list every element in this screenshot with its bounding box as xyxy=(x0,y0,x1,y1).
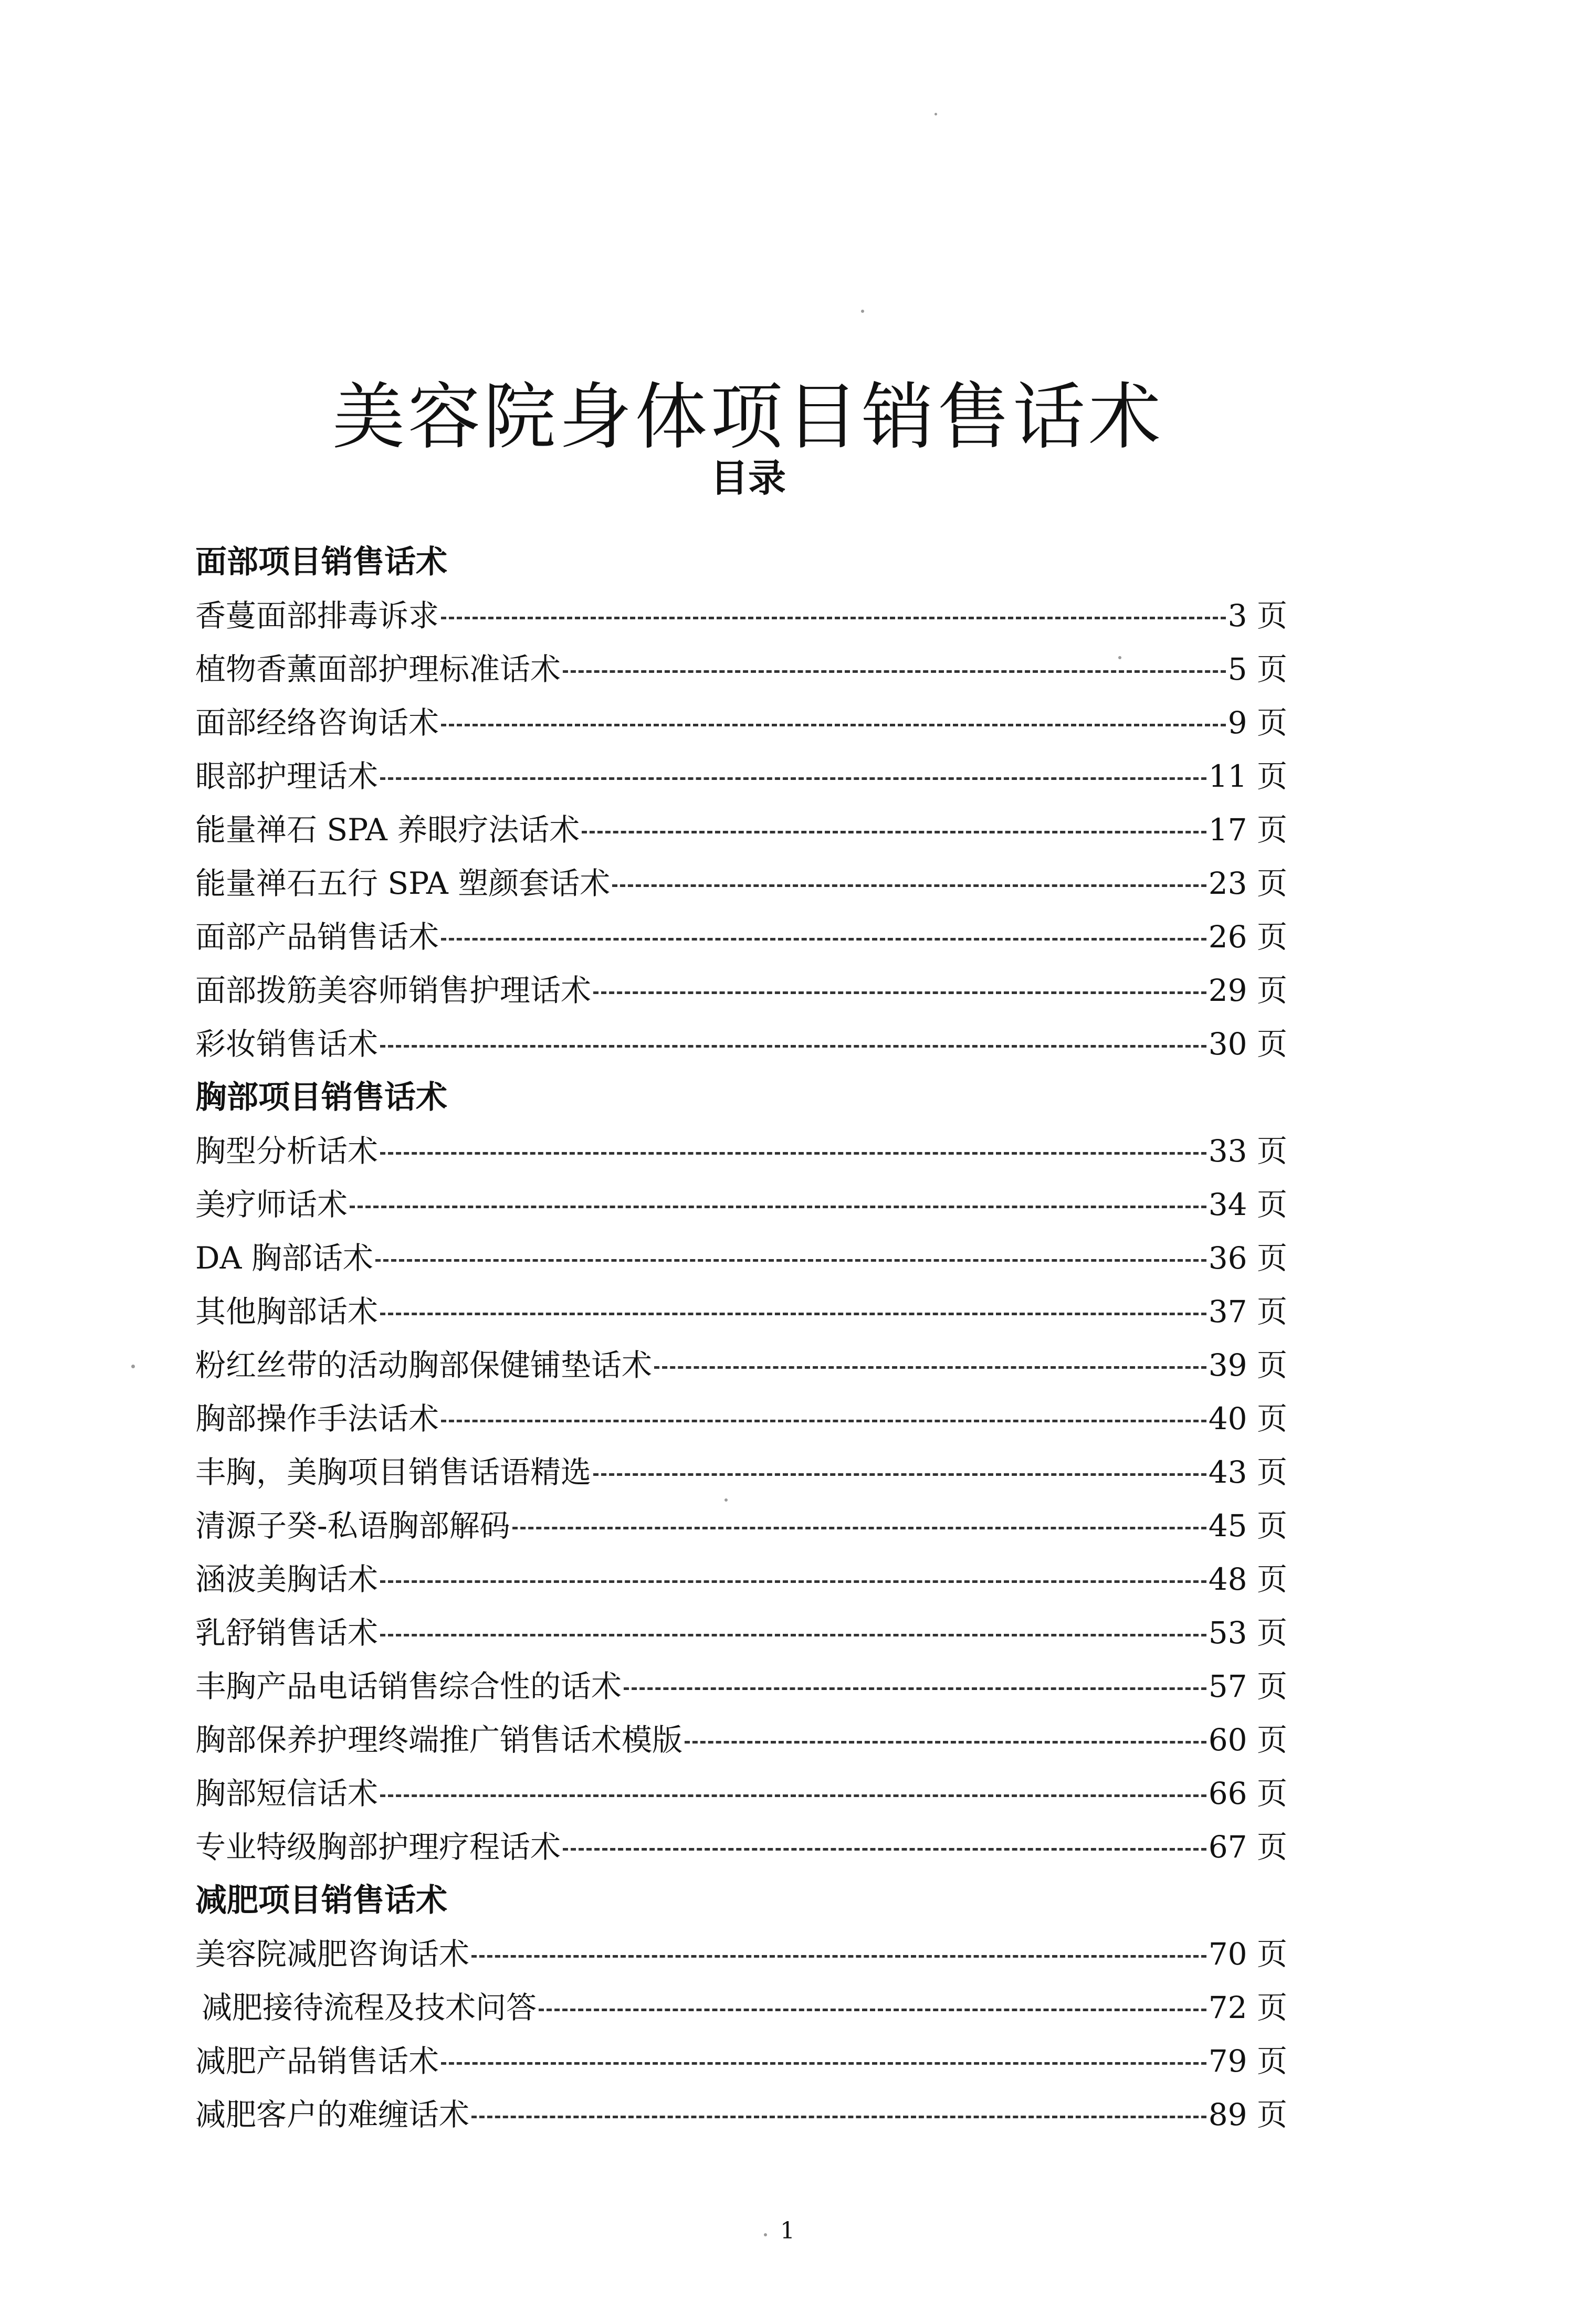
toc-entry-label: 专业特级胸部护理疗程话术 xyxy=(195,1829,561,1865)
toc-page-ref: 34 页 xyxy=(1208,1187,1287,1222)
toc-page-ref: 53 页 xyxy=(1208,1615,1287,1651)
toc-page-ref: 40 页 xyxy=(1208,1401,1287,1436)
toc-page-ref: 45 页 xyxy=(1208,1508,1287,1544)
toc-dash-leader xyxy=(441,617,1226,619)
toc-section-label: 胸部项目销售话术 xyxy=(195,1079,447,1116)
toc-entry-label: 美容院减肥咨询话术 xyxy=(195,1936,470,1972)
toc-page-ref: 39 页 xyxy=(1208,1347,1287,1383)
toc-entry-label: 香蔓面部排毒诉求 xyxy=(195,598,439,633)
toc-page-ref: 37 页 xyxy=(1208,1294,1287,1329)
toc-entry xyxy=(195,1017,1287,1071)
toc-dash-leader xyxy=(563,670,1226,673)
toc-heading: 目录 xyxy=(710,456,786,500)
table-of-contents xyxy=(195,535,1287,2141)
scan-speck xyxy=(861,310,864,313)
toc-dash-leader xyxy=(654,1366,1206,1369)
toc-entry xyxy=(195,1231,1287,1285)
toc-page-ref: 43 页 xyxy=(1208,1454,1287,1490)
toc-entry xyxy=(195,1820,1287,1874)
toc-entry-label: 丰胸产品电话销售综合性的话术 xyxy=(195,1668,622,1704)
toc-dash-leader xyxy=(593,991,1206,994)
toc-page-ref: 89 页 xyxy=(1208,2097,1287,2132)
toc-entry-label: 眼部护理话术 xyxy=(195,758,379,794)
toc-entry xyxy=(195,1713,1287,1767)
toc-entry-label: 其他胸部话术 xyxy=(195,1294,379,1329)
toc-entry-label: 胸部操作手法话术 xyxy=(195,1401,439,1436)
toc-entry xyxy=(195,1660,1287,1713)
toc-entry-label: 面部产品销售话术 xyxy=(195,919,439,955)
toc-entry xyxy=(195,857,1287,910)
toc-entry xyxy=(195,642,1287,696)
toc-page-ref: 30 页 xyxy=(1208,1026,1287,1062)
toc-dash-leader xyxy=(380,1794,1206,1797)
toc-entry-label: 减肥产品销售话术 xyxy=(195,2043,439,2079)
toc-page-ref: 23 页 xyxy=(1208,865,1287,901)
toc-page-ref: 11 页 xyxy=(1208,758,1287,794)
toc-section-heading xyxy=(195,1874,1287,1927)
toc-entry xyxy=(195,2088,1287,2141)
toc-page-ref: 70 页 xyxy=(1208,1936,1287,1972)
toc-page-ref: 72 页 xyxy=(1208,1990,1287,2025)
toc-entry xyxy=(195,910,1287,964)
toc-entry xyxy=(195,964,1287,1017)
toc-dash-leader xyxy=(612,884,1206,887)
toc-section-label: 减肥项目销售话术 xyxy=(195,1882,447,1919)
toc-entry-label: 面部拨筋美容师销售护理话术 xyxy=(195,973,592,1008)
toc-section-heading xyxy=(195,1071,1287,1124)
toc-page-ref: 26 页 xyxy=(1208,919,1287,955)
toc-page-ref: 33 页 xyxy=(1208,1133,1287,1169)
toc-entry-label: 乳舒销售话术 xyxy=(195,1615,379,1651)
toc-entry xyxy=(195,589,1287,642)
toc-entry-label: 粉红丝带的活动胸部保健铺垫话术 xyxy=(195,1347,653,1383)
toc-dash-leader xyxy=(582,831,1206,833)
toc-page-ref: 79 页 xyxy=(1208,2043,1287,2079)
toc-entry-label: 美疗师话术 xyxy=(195,1187,348,1222)
scan-speck xyxy=(131,1365,135,1368)
toc-entry xyxy=(195,1499,1287,1552)
toc-entry xyxy=(195,1927,1287,1981)
toc-dash-leader xyxy=(593,1473,1206,1476)
toc-entry-label: 彩妆销售话术 xyxy=(195,1026,379,1062)
toc-dash-leader xyxy=(624,1687,1206,1690)
toc-dash-leader xyxy=(441,938,1206,941)
toc-section-heading xyxy=(195,535,1287,589)
toc-entry-label: 涵波美胸话术 xyxy=(195,1561,379,1597)
toc-entry xyxy=(195,1606,1287,1660)
toc-entry-label: DA 胸部话术 xyxy=(195,1240,373,1276)
toc-entry xyxy=(195,1338,1287,1392)
toc-dash-leader xyxy=(563,1848,1206,1851)
toc-entry xyxy=(195,1124,1287,1178)
toc-entry-label: 丰胸，美胸项目销售话语精选 xyxy=(195,1454,592,1490)
toc-entry-label: 能量禅石五行 SPA 塑颜套话术 xyxy=(195,865,611,901)
toc-entry xyxy=(195,1552,1287,1606)
toc-page-ref: 5 页 xyxy=(1227,651,1287,687)
toc-page-ref: 60 页 xyxy=(1208,1722,1287,1758)
scan-speck xyxy=(724,1498,728,1502)
toc-dash-leader xyxy=(441,2062,1206,2065)
toc-entry xyxy=(195,749,1287,803)
toc-entry xyxy=(195,1392,1287,1445)
toc-entry-label: 清源子癸-私语胸部解码 xyxy=(195,1508,510,1544)
toc-entry xyxy=(195,1285,1287,1338)
toc-page-ref: 3 页 xyxy=(1227,598,1287,633)
toc-entry-label: 减肥接待流程及技术问答 xyxy=(202,1990,537,2025)
toc-page-ref: 36 页 xyxy=(1208,1240,1287,1276)
toc-dash-leader xyxy=(471,2116,1206,2118)
toc-entry xyxy=(195,803,1287,857)
toc-page-ref: 48 页 xyxy=(1208,1561,1287,1597)
toc-page-ref: 57 页 xyxy=(1208,1668,1287,1704)
toc-page-ref: 29 页 xyxy=(1208,973,1287,1008)
toc-entry-label: 面部经络咨询话术 xyxy=(195,705,439,741)
toc-entry-label: 减肥客户的难缠话术 xyxy=(195,2097,470,2132)
toc-entry xyxy=(195,1767,1287,1820)
toc-entry xyxy=(195,1445,1287,1499)
toc-dash-leader xyxy=(375,1259,1206,1262)
toc-entry xyxy=(195,1981,1287,2034)
toc-entry-label: 胸部短信话术 xyxy=(195,1776,379,1811)
toc-dash-leader xyxy=(380,1313,1206,1315)
toc-dash-leader xyxy=(350,1206,1206,1208)
toc-dash-leader xyxy=(539,2009,1206,2011)
toc-page-ref: 67 页 xyxy=(1208,1829,1287,1865)
toc-entry xyxy=(195,2034,1287,2088)
toc-dash-leader xyxy=(380,1634,1206,1636)
toc-page-ref: 66 页 xyxy=(1208,1776,1287,1811)
scan-speck xyxy=(1118,656,1121,659)
toc-entry xyxy=(195,1178,1287,1231)
toc-entry-label: 植物香薰面部护理标准话术 xyxy=(195,651,561,687)
toc-dash-leader xyxy=(471,1955,1206,1958)
toc-dash-leader xyxy=(685,1741,1206,1744)
toc-dash-leader xyxy=(380,777,1206,780)
page-number: 1 xyxy=(780,2217,795,2244)
toc-dash-leader xyxy=(512,1527,1206,1529)
toc-entry xyxy=(195,696,1287,749)
toc-dash-leader xyxy=(441,1420,1206,1422)
document-title: 美容院身体项目销售话术 xyxy=(332,375,1164,460)
toc-section-label: 面部项目销售话术 xyxy=(195,544,447,580)
scan-speck xyxy=(764,2233,767,2236)
toc-entry-label: 能量禅石 SPA 养眼疗法话术 xyxy=(195,812,580,848)
toc-page-ref: 17 页 xyxy=(1208,812,1287,848)
toc-dash-leader xyxy=(380,1152,1206,1155)
toc-entry-label: 胸型分析话术 xyxy=(195,1133,379,1169)
scan-speck xyxy=(934,113,937,115)
toc-entry-label: 胸部保养护理终端推广销售话术模版 xyxy=(195,1722,683,1758)
toc-page-ref: 9 页 xyxy=(1227,705,1287,741)
toc-dash-leader xyxy=(441,724,1226,726)
toc-dash-leader xyxy=(380,1580,1206,1583)
toc-dash-leader xyxy=(380,1045,1206,1048)
